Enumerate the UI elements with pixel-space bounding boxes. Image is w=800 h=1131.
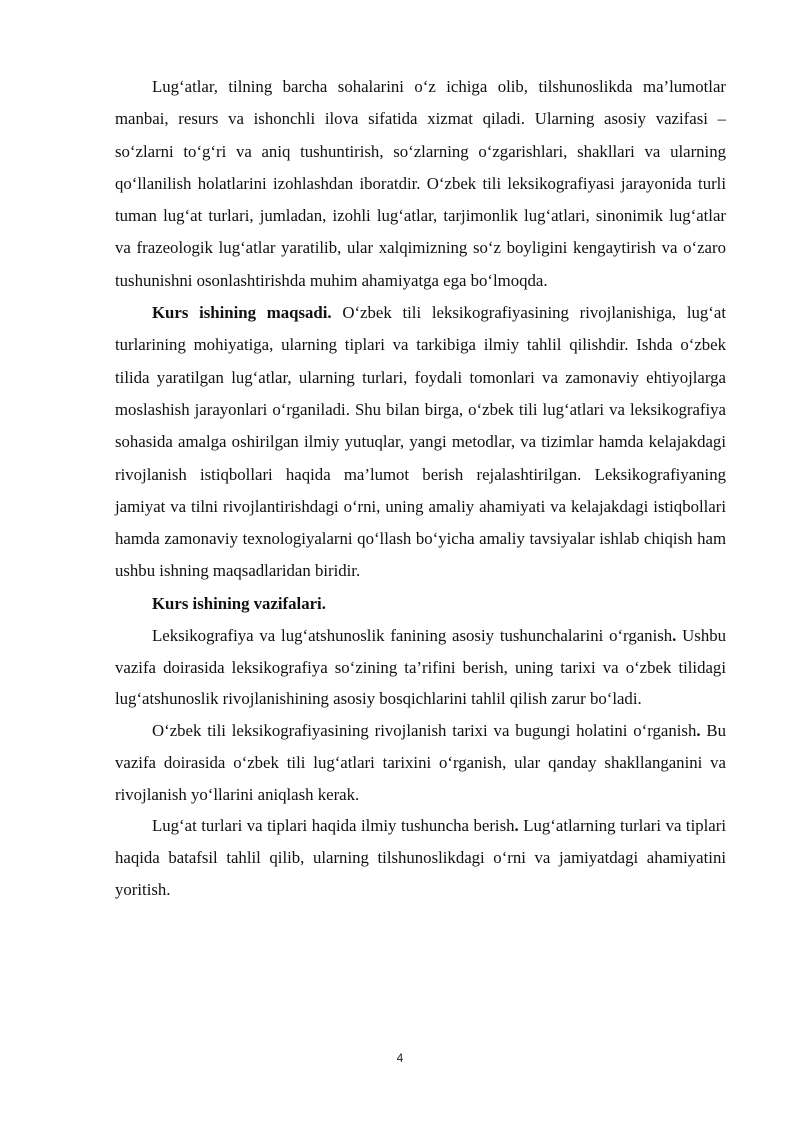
task-3-title: Lug‘at turlari va tiplari haqida ilmiy tushuncha berish <box>152 816 515 836</box>
tasks-heading: Kurs ishining vazifalari. <box>152 593 326 613</box>
task-1-dot: . <box>672 626 677 646</box>
paragraph-intro: Lug‘atlar, tilning barcha sohalarini o‘z ichiga olib, tilshunoslikda ma’lumotlar manbai, resurs va ishonchli ilova sifatida xizmat qiladi. Ularning asosiy vazifasi – so‘zlarni to‘g‘ri va aniq tushuntirish, so‘zlarning o‘zgarishlari, shakllari va ularning qo‘llanilish holatlarini izohlashdan iboratdir. O‘zbek tili leksikografiyasi jarayonida turli tuman lug‘at turlari, jumladan, izohli lug‘atlar, tarjimonlik lug‘atlari, sinonimik lug‘atlar va frazeologik lug‘atlar yaratilib, ular xalqimizning so‘z boyligini kengaytirish va o‘zaro tushunishni osonlashtirishda muhim ahamiyatga ega bo‘lmoqda. <box>115 77 726 290</box>
purpose-text: O‘zbek tili leksikografiyasining rivojlanishiga, lug‘at turlarining mohiyatiga, ularning tiplari va tarkibiga ilmiy tahlil qilishdir. Ishda o‘zbek tilida yaratilgan lug‘atlar, ularning turlari, foydali tomonlari va zamonaviy ehtiyojlarga moslashish jarayonlari o‘rganiladi. Shu bilan birga, o‘zbek tili lug‘atlari va leksikografiya sohasida amalga oshirilgan ilmiy yutuqlar, yangi metodlar, va tizimlar hamda kelajakdagi rivojlanish istiqbollari haqida ma’lumot berish rejalashtirilgan. Leksikografiyaning jamiyat va tilni rivojlantirishdagi o‘rni, uning amaliy ahamiyati va kelajakdagi istiqbollari hamda zamonaviy texnologiyalarni qo‘llash bo‘yicha amaliy tavsiyalar ishlab chiqish ham ushbu ishning maqsadlaridan biridir. <box>115 303 726 581</box>
page-number: 4 <box>396 1051 404 1065</box>
task-1-text: Ushbu vazifa doirasida leksikografiya so‘zining ta’rifini berish, uning tarixi va o‘zbek tilidagi lug‘atshunoslik rivojlanishining asosiy bosqichlarini tahlil qilish zarur bo‘ladi. <box>115 626 726 709</box>
purpose-heading: Kurs ishining maqsadi. <box>152 303 332 323</box>
body-text <box>115 71 726 905</box>
task-2-dot: . <box>696 721 701 741</box>
task-paragraph-1 <box>115 620 726 715</box>
task-2-text: Bu vazifa doirasida o‘zbek tili lug‘atlari tarixini o‘rganish, ular qanday shakllanganini va rivojlanish yo‘llarini aniqlash kerak. <box>115 721 726 804</box>
task-1-title: Leksikografiya va lug‘atshunoslik fanining asosiy tushunchalarini o‘rganish <box>152 626 673 646</box>
task-3-dot: . <box>514 816 519 836</box>
task-paragraph-2 <box>115 715 726 810</box>
task-3-text: Lug‘atlarning turlari va tiplari haqida batafsil tahlil qilib, ularning tilshunoslikdagi o‘rni va jamiyatdagi ahamiyatini yoritish. <box>115 816 727 899</box>
task-2-title: O‘zbek tili leksikografiyasining rivojlanish tarixi va bugungi holatini o‘rganish <box>152 721 697 741</box>
paragraph-purpose <box>115 297 726 588</box>
task-paragraph-3 <box>115 810 726 905</box>
